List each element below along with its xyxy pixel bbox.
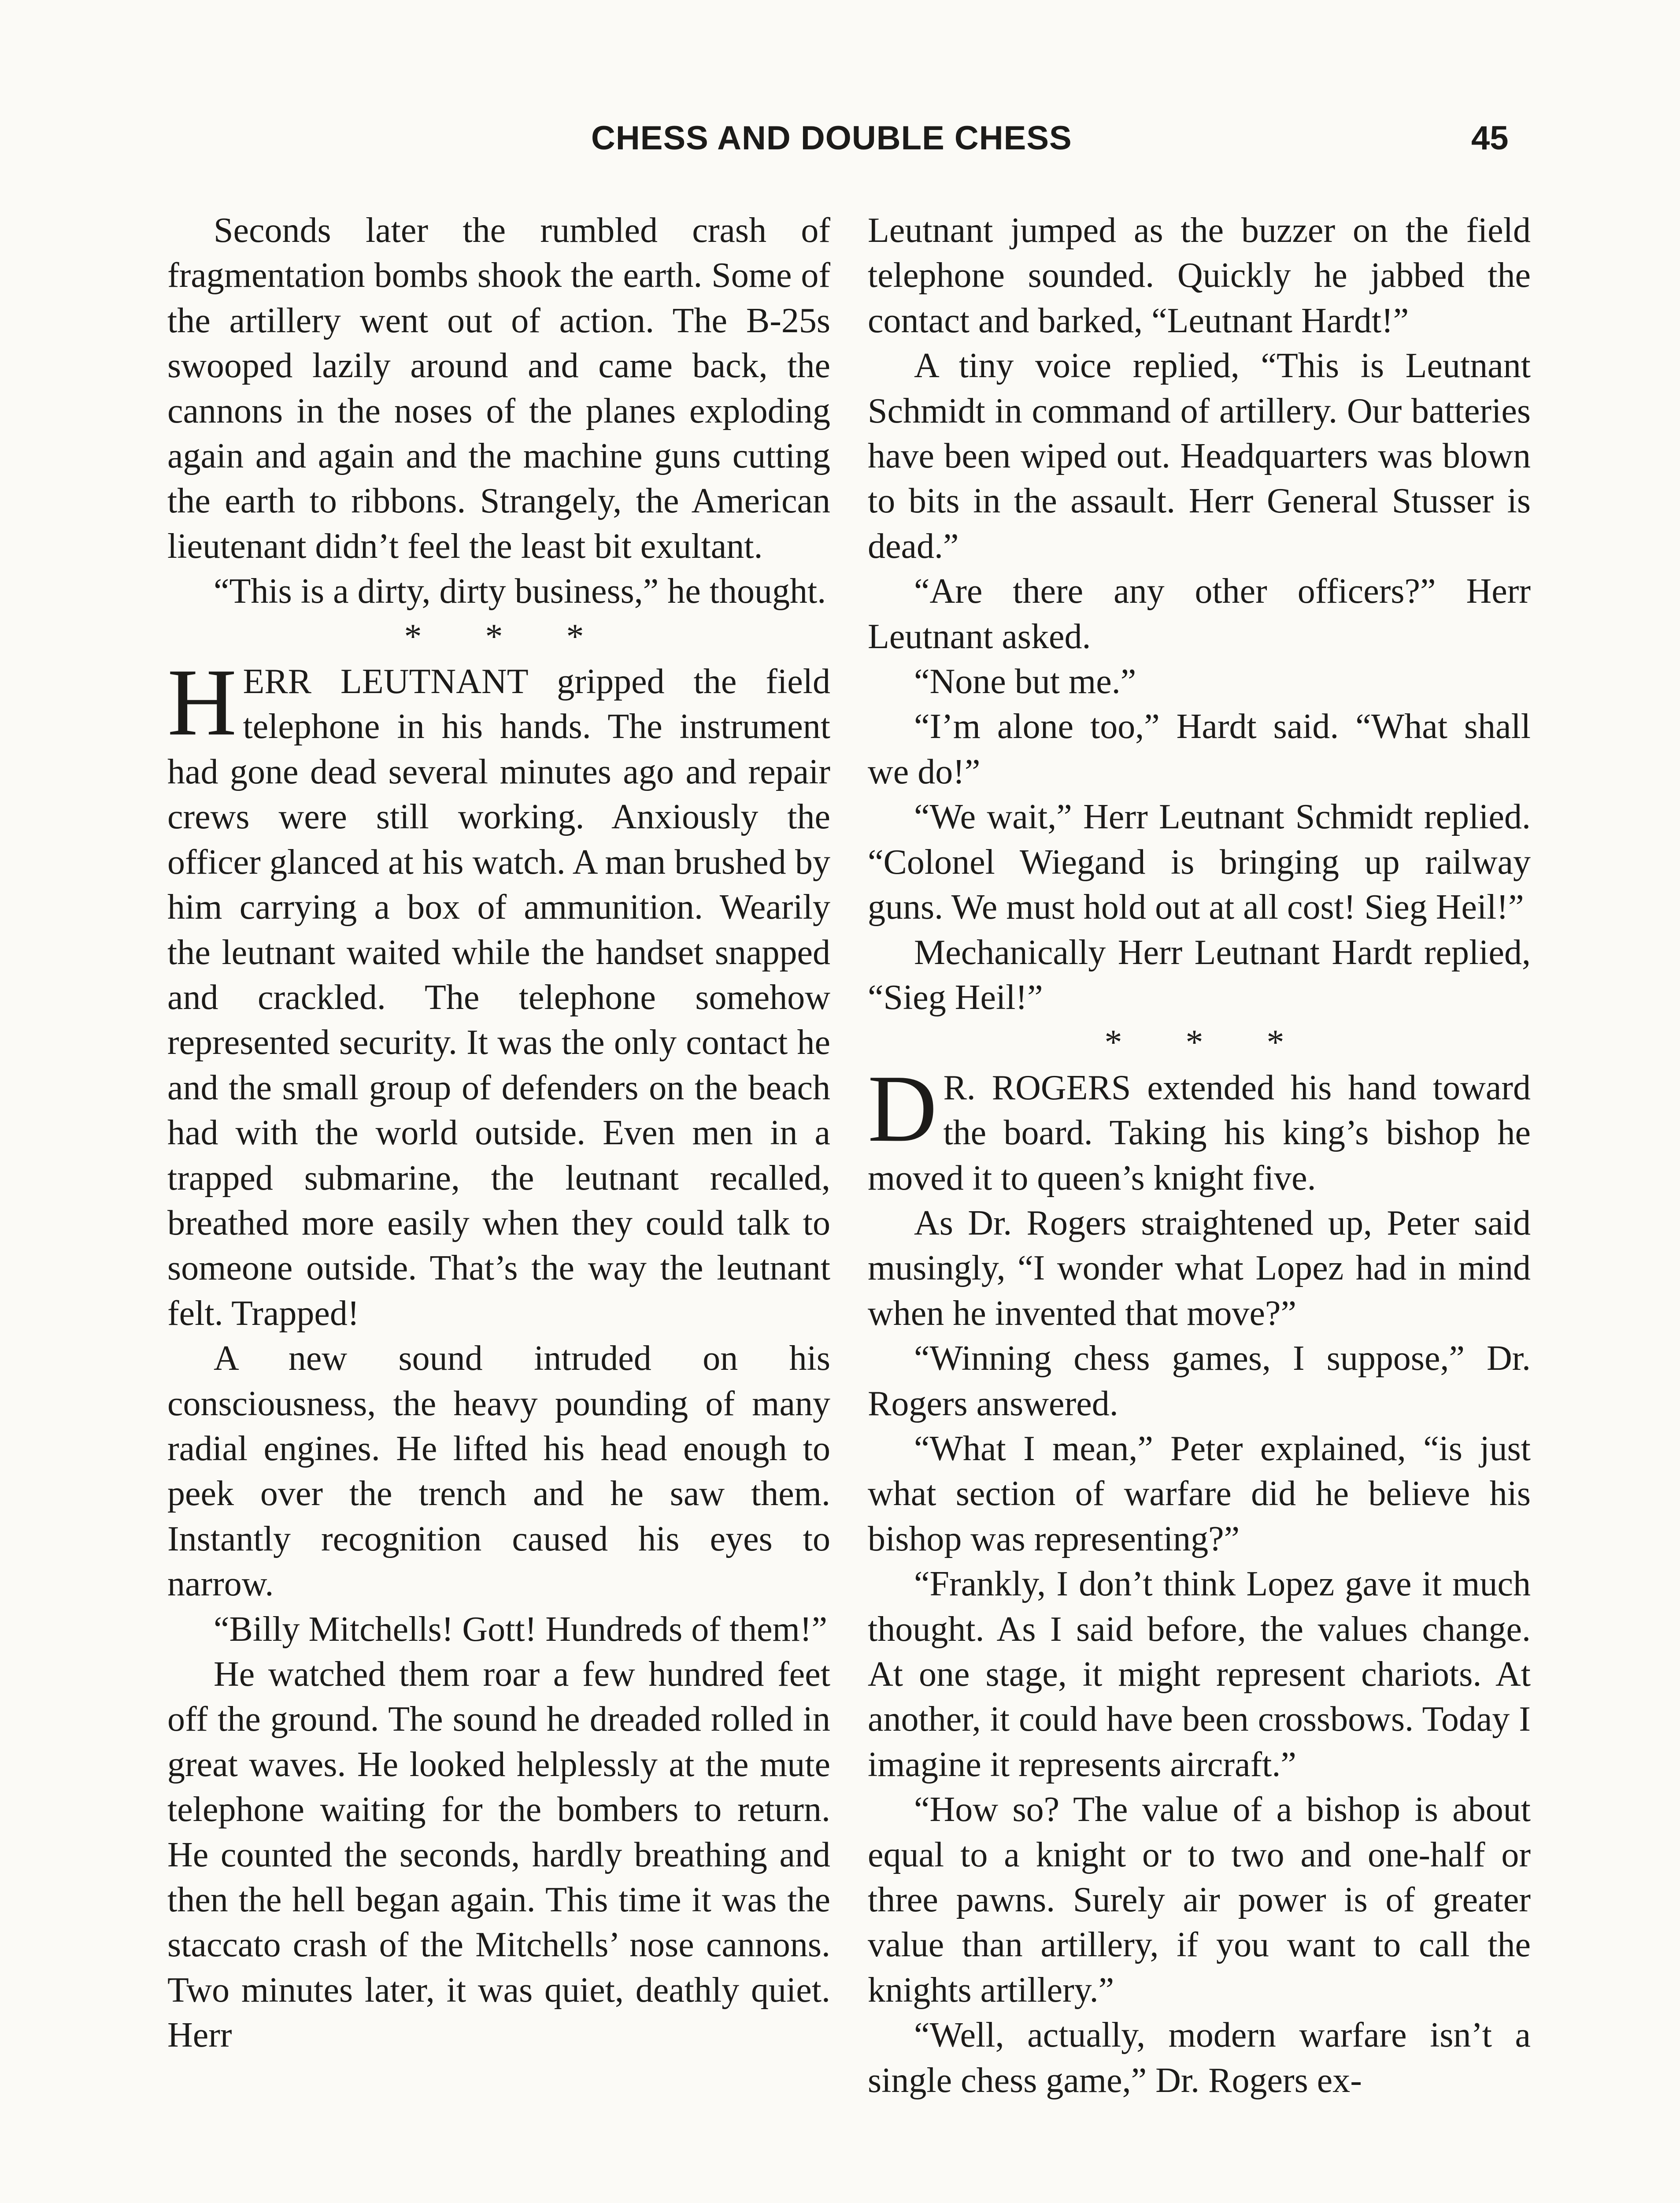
paragraph: “We wait,” Herr Leutnant Schmidt replied. “Colonel Wiegand is bringing up railway guns. We must hold out at all cost! Sieg Heil!” bbox=[868, 797, 1531, 927]
left-column bbox=[167, 208, 830, 2058]
paragraph: “This is a dirty, dirty business,” he thought. bbox=[214, 572, 826, 611]
paragraph: “I’m alone too,” Hardt said. “What shall we do!” bbox=[868, 707, 1531, 791]
section-opening-paragraph bbox=[868, 1055, 1531, 1201]
paragraph-text: ERR LEUTNANT gripped the field telephone in his hands. The instrument had gone dead several minutes ago and repair crews were still working. Anxiously the officer glanced at his watch. A man brushed by him carrying a box of ammunition. Wearily the leutnant waited while the handset snapped and crackled. The telephone somehow represented security. It was the only contact he and the small group of defenders on the beach had with the world outside. Even men in a trapped submarine, the leutnant recalled, breathed more easily when they could talk to someone outside. That’s the way the leutnant felt. Trapped! bbox=[167, 662, 830, 1333]
paragraph: “How so? The value of a bishop is about equal to a knight or to two and one-half or three pawns. Surely air power is of greater value than artillery, if you want to call the knights artillery.” bbox=[868, 1790, 1531, 2010]
section-opening-paragraph bbox=[167, 649, 830, 1336]
drop-cap: D bbox=[868, 1055, 937, 1162]
paragraph: Seconds later the rumbled crash of fragmentation bombs shook the earth. Some of the artillery went out of action. The B-25s swooped lazily around and came back, the cannons in the noses of the planes exploding again and again and the machine guns cutting the earth to ribbons. Strangely, the American lieutenant didn’t feel the least bit exultant. bbox=[167, 211, 830, 566]
paragraph: As Dr. Rogers straightened up, Peter said musingly, “I wonder what Lopez had in mind when he invented that move?” bbox=[868, 1203, 1531, 1333]
paragraph: Mechanically Herr Leutnant Hardt replied, “Sieg Heil!” bbox=[868, 933, 1531, 1017]
paragraph: “Billy Mitchells! Gott! Hundreds of them!” bbox=[214, 1610, 828, 1649]
page-header bbox=[0, 119, 1680, 172]
paragraph: “Winning chess games, I suppose,” Dr. Rogers answered. bbox=[868, 1339, 1531, 1423]
paragraph: “Frankly, I don’t think Lopez gave it much thought. As I said before, the values change. At one stage, it might represent chariots. At another, it could have been crossbows. Today I imagine it represents aircraft.” bbox=[868, 1565, 1531, 1784]
paragraph: “Well, actually, modern warfare isn’t a single chess game,” Dr. Rogers ex- bbox=[868, 2016, 1531, 2100]
paragraph: He watched them roar a few hundred feet off the ground. The sound he dreaded rolled in great waves. He looked helplessly at the mute telephone waiting for the bombers to return. He counted the seconds, hardly breathing and then the hell began again. This time it was the staccato crash of the Mitchells’ nose cannons. Two minutes later, it was quiet, deathly quiet. Herr bbox=[167, 1655, 830, 2055]
drop-cap: H bbox=[167, 649, 237, 756]
section-separator: * * * bbox=[1104, 1023, 1312, 1062]
paragraph-text: R. ROGERS extended his hand toward the board. Taking his king’s bishop he moved it to queen’s knight five. bbox=[868, 1068, 1531, 1198]
running-title: CHESS AND DOUBLE CHESS bbox=[591, 119, 1072, 157]
paragraph: “Are there any other officers?” Herr Leutnant asked. bbox=[868, 572, 1531, 656]
paragraph: “What I mean,” Peter explained, “is just what section of warfare did he believe his bishop was representing?” bbox=[868, 1429, 1531, 1558]
right-column bbox=[868, 208, 1531, 2103]
paragraph: Leutnant jumped as the buzzer on the field telephone sounded. Quickly he jabbed the contact and barked, “Leutnant Hardt!” bbox=[868, 211, 1531, 340]
section-separator: * * * bbox=[404, 617, 611, 656]
paragraph: A tiny voice replied, “This is Leutnant Schmidt in command of artillery. Our batteries have been wiped out. Headquarters was blown to bits in the assault. Herr General Stusser is dead.” bbox=[868, 346, 1531, 566]
page-number: 45 bbox=[1471, 119, 1509, 157]
paragraph: A new sound intruded on his consciousness, the heavy pounding of many radial engines. He lifted his head enough to peek over the trench and he saw them. Instantly recognition caused his eyes to narrow. bbox=[167, 1339, 830, 1604]
paragraph: “None but me.” bbox=[914, 662, 1136, 701]
